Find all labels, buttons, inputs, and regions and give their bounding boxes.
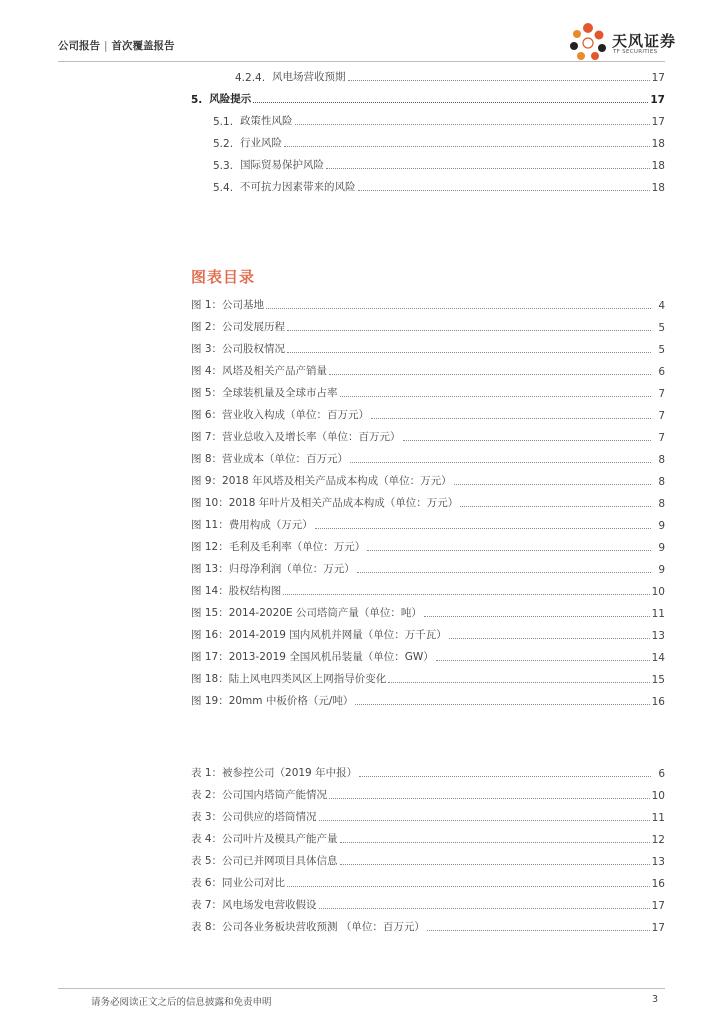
header-divider xyxy=(58,61,665,62)
report-subtype: 首次覆盖报告 xyxy=(111,40,175,52)
toc-number: 5.3. xyxy=(213,160,234,172)
dot-leader xyxy=(287,886,650,887)
table-entry[interactable] xyxy=(191,808,665,824)
figure-label: 图 17：2013-2019 全国风机吊装量（单位：GW） xyxy=(191,651,434,663)
figure-entry[interactable] xyxy=(191,582,665,598)
table-page: 16 xyxy=(651,878,665,890)
dot-leader xyxy=(436,660,650,661)
table-entry[interactable] xyxy=(191,918,665,934)
toc-title: 政策性风险 xyxy=(240,115,293,127)
table-page: 10 xyxy=(651,790,665,802)
table-label: 表 6：同业公司对比 xyxy=(191,877,286,889)
table-label: 表 8：公司各业务板块营收预测 （单位：百万元） xyxy=(191,921,425,933)
dot-leader xyxy=(283,594,649,595)
dot-leader xyxy=(326,168,650,169)
disclaimer-text: 请务必阅读正文之后的信息披露和免责申明 xyxy=(91,997,272,1008)
dot-leader xyxy=(266,308,651,309)
figure-entry[interactable] xyxy=(191,318,665,334)
figure-label: 图 9：2018 年风塔及相关产品成本构成（单位：万元） xyxy=(191,475,452,487)
dot-leader xyxy=(340,396,651,397)
figure-page: 10 xyxy=(651,586,665,598)
toc-entry[interactable] xyxy=(191,90,665,106)
footer-divider xyxy=(58,988,665,989)
figure-label: 图 16：2014-2019 国内风机并网量（单位：万千瓦） xyxy=(191,629,447,641)
figure-entry[interactable] xyxy=(191,406,665,422)
table-label: 表 2：公司国内塔筒产能情况 xyxy=(191,789,328,801)
toc-title: 行业风险 xyxy=(240,137,283,149)
figure-label: 图 2：公司发展历程 xyxy=(191,321,286,333)
table-label: 表 1：被参控公司（2019 年中报） xyxy=(191,767,358,779)
table-entry[interactable] xyxy=(191,874,665,890)
figure-page: 15 xyxy=(651,674,665,686)
figure-page: 6 xyxy=(658,366,665,378)
figure-page: 7 xyxy=(658,388,665,400)
figure-page: 4 xyxy=(658,300,665,312)
table-entry[interactable] xyxy=(191,764,665,780)
figure-entry[interactable] xyxy=(191,538,665,554)
toc-number: 4.2.4. xyxy=(235,72,266,84)
dot-leader xyxy=(371,418,651,419)
table-page: 12 xyxy=(651,834,665,846)
figure-label: 图 11：费用构成（万元） xyxy=(191,519,313,531)
dot-leader xyxy=(424,616,650,617)
toc-title: 风险提示 xyxy=(209,93,252,105)
dot-leader xyxy=(367,550,651,551)
table-entry[interactable] xyxy=(191,896,665,912)
toc-entry[interactable] xyxy=(235,68,665,84)
toc-number: 5. xyxy=(191,94,203,106)
toc-title: 国际贸易保护风险 xyxy=(240,159,325,171)
toc-page: 18 xyxy=(651,138,665,150)
dot-leader xyxy=(315,528,651,529)
table-label: 表 7：风电场发电营收假设 xyxy=(191,899,317,911)
table-page: 13 xyxy=(651,856,665,868)
figure-label: 图 3：公司股权情况 xyxy=(191,343,286,355)
dot-leader xyxy=(460,506,651,507)
dot-leader xyxy=(287,352,651,353)
figure-label: 图 6：营业收入构成（单位：百万元） xyxy=(191,409,370,421)
brand-logo xyxy=(568,22,678,62)
figure-label: 图 12：毛利及毛利率（单位：万元） xyxy=(191,541,366,553)
toc-number: 5.4. xyxy=(213,182,234,194)
figure-label: 图 14：股权结构图 xyxy=(191,585,282,597)
table-page: 6 xyxy=(658,768,665,780)
figure-entry[interactable] xyxy=(191,296,665,312)
table-entry[interactable] xyxy=(191,830,665,846)
figure-label: 图 1：公司基地 xyxy=(191,299,265,311)
figure-page: 9 xyxy=(658,542,665,554)
figure-page: 5 xyxy=(658,322,665,334)
dot-leader xyxy=(388,682,649,683)
figure-list-heading: 图表目录 xyxy=(191,268,256,286)
figure-label: 图 18：陆上风电四类风区上网指导价变化 xyxy=(191,673,387,685)
dot-leader xyxy=(357,572,651,573)
figure-page: 8 xyxy=(658,454,665,466)
figure-entry[interactable] xyxy=(191,450,665,466)
figure-page: 8 xyxy=(658,476,665,488)
figure-entry[interactable] xyxy=(191,560,665,576)
figure-label: 图 15：2014-2020E 公司塔筒产量（单位：吨） xyxy=(191,607,422,619)
dot-leader xyxy=(449,638,650,639)
table-page: 17 xyxy=(651,922,665,934)
toc-title: 不可抗力因素带来的风险 xyxy=(240,181,356,193)
toc-page: 18 xyxy=(651,160,665,172)
dot-leader xyxy=(287,330,651,331)
table-entry[interactable] xyxy=(191,852,665,868)
figure-entry[interactable] xyxy=(191,648,665,664)
page-number: 3 xyxy=(652,994,659,1005)
dot-leader xyxy=(359,776,651,777)
dot-leader xyxy=(340,842,650,843)
figure-entry[interactable] xyxy=(191,384,665,400)
figure-entry[interactable] xyxy=(191,472,665,488)
figure-entry[interactable] xyxy=(191,692,665,708)
toc-entry[interactable] xyxy=(213,156,665,172)
table-entry[interactable] xyxy=(191,786,665,802)
figure-page: 7 xyxy=(658,432,665,444)
dot-leader xyxy=(348,80,650,81)
dot-leader xyxy=(284,146,650,147)
figure-page: 7 xyxy=(658,410,665,422)
figure-entry[interactable] xyxy=(191,340,665,356)
toc-title: 风电场营收预期 xyxy=(272,71,346,83)
flower-logo-icon xyxy=(568,22,610,62)
table-label: 表 3：公司供应的塔筒情况 xyxy=(191,811,317,823)
figure-label: 图 8：营业成本（单位：百万元） xyxy=(191,453,349,465)
dot-leader xyxy=(454,484,651,485)
figure-label: 图 10：2018 年叶片及相关产品成本构成（单位：万元） xyxy=(191,497,459,509)
figure-label: 图 19：20mm 中板价格（元/吨） xyxy=(191,695,354,707)
dot-leader xyxy=(329,374,651,375)
figure-label: 图 13：归母净利润（单位：万元） xyxy=(191,563,355,575)
figure-page: 8 xyxy=(658,498,665,510)
figure-entry[interactable] xyxy=(191,494,665,510)
toc-entry[interactable] xyxy=(213,178,665,194)
figure-page: 14 xyxy=(651,652,665,664)
figure-page: 11 xyxy=(651,608,665,620)
table-label: 表 4：公司叶片及模具产能产量 xyxy=(191,833,338,845)
toc-entry[interactable] xyxy=(213,134,665,150)
dot-leader xyxy=(319,908,650,909)
toc-entry[interactable] xyxy=(213,112,665,128)
figure-entry[interactable] xyxy=(191,516,665,532)
report-header xyxy=(58,38,175,53)
toc-page: 17 xyxy=(650,94,665,106)
toc-number: 5.1. xyxy=(213,116,234,128)
toc-page: 17 xyxy=(651,116,665,128)
header-separator: | xyxy=(104,40,108,52)
figure-entry[interactable] xyxy=(191,362,665,378)
dot-leader xyxy=(253,102,648,103)
figure-page: 5 xyxy=(658,344,665,356)
toc-page: 17 xyxy=(651,72,665,84)
brand-name-en: TF SECURITIES xyxy=(613,49,658,55)
dot-leader xyxy=(319,820,650,821)
figure-entry[interactable] xyxy=(191,428,665,444)
toc-page: 18 xyxy=(651,182,665,194)
figure-label: 图 7：营业总收入及增长率（单位：百万元） xyxy=(191,431,401,443)
dot-leader xyxy=(350,462,651,463)
table-page: 17 xyxy=(651,900,665,912)
dot-leader xyxy=(427,930,650,931)
figure-label: 图 4：风塔及相关产品产销量 xyxy=(191,365,328,377)
figure-page: 9 xyxy=(658,520,665,532)
dot-leader xyxy=(295,124,650,125)
toc-number: 5.2. xyxy=(213,138,234,150)
figure-entry[interactable] xyxy=(191,626,665,642)
figure-entry[interactable] xyxy=(191,670,665,686)
figure-page: 16 xyxy=(651,696,665,708)
brand-name: 天风证券 xyxy=(612,32,677,50)
table-page: 11 xyxy=(651,812,665,824)
figure-page: 9 xyxy=(658,564,665,576)
figure-page: 13 xyxy=(651,630,665,642)
dot-leader xyxy=(340,864,650,865)
figure-label: 图 5：全球装机量及全球市占率 xyxy=(191,387,338,399)
report-type: 公司报告 xyxy=(58,40,100,52)
dot-leader xyxy=(355,704,649,705)
figure-entry[interactable] xyxy=(191,604,665,620)
dot-leader xyxy=(358,190,650,191)
dot-leader xyxy=(403,440,651,441)
table-label: 表 5：公司已并网项目具体信息 xyxy=(191,855,338,867)
dot-leader xyxy=(329,798,650,799)
